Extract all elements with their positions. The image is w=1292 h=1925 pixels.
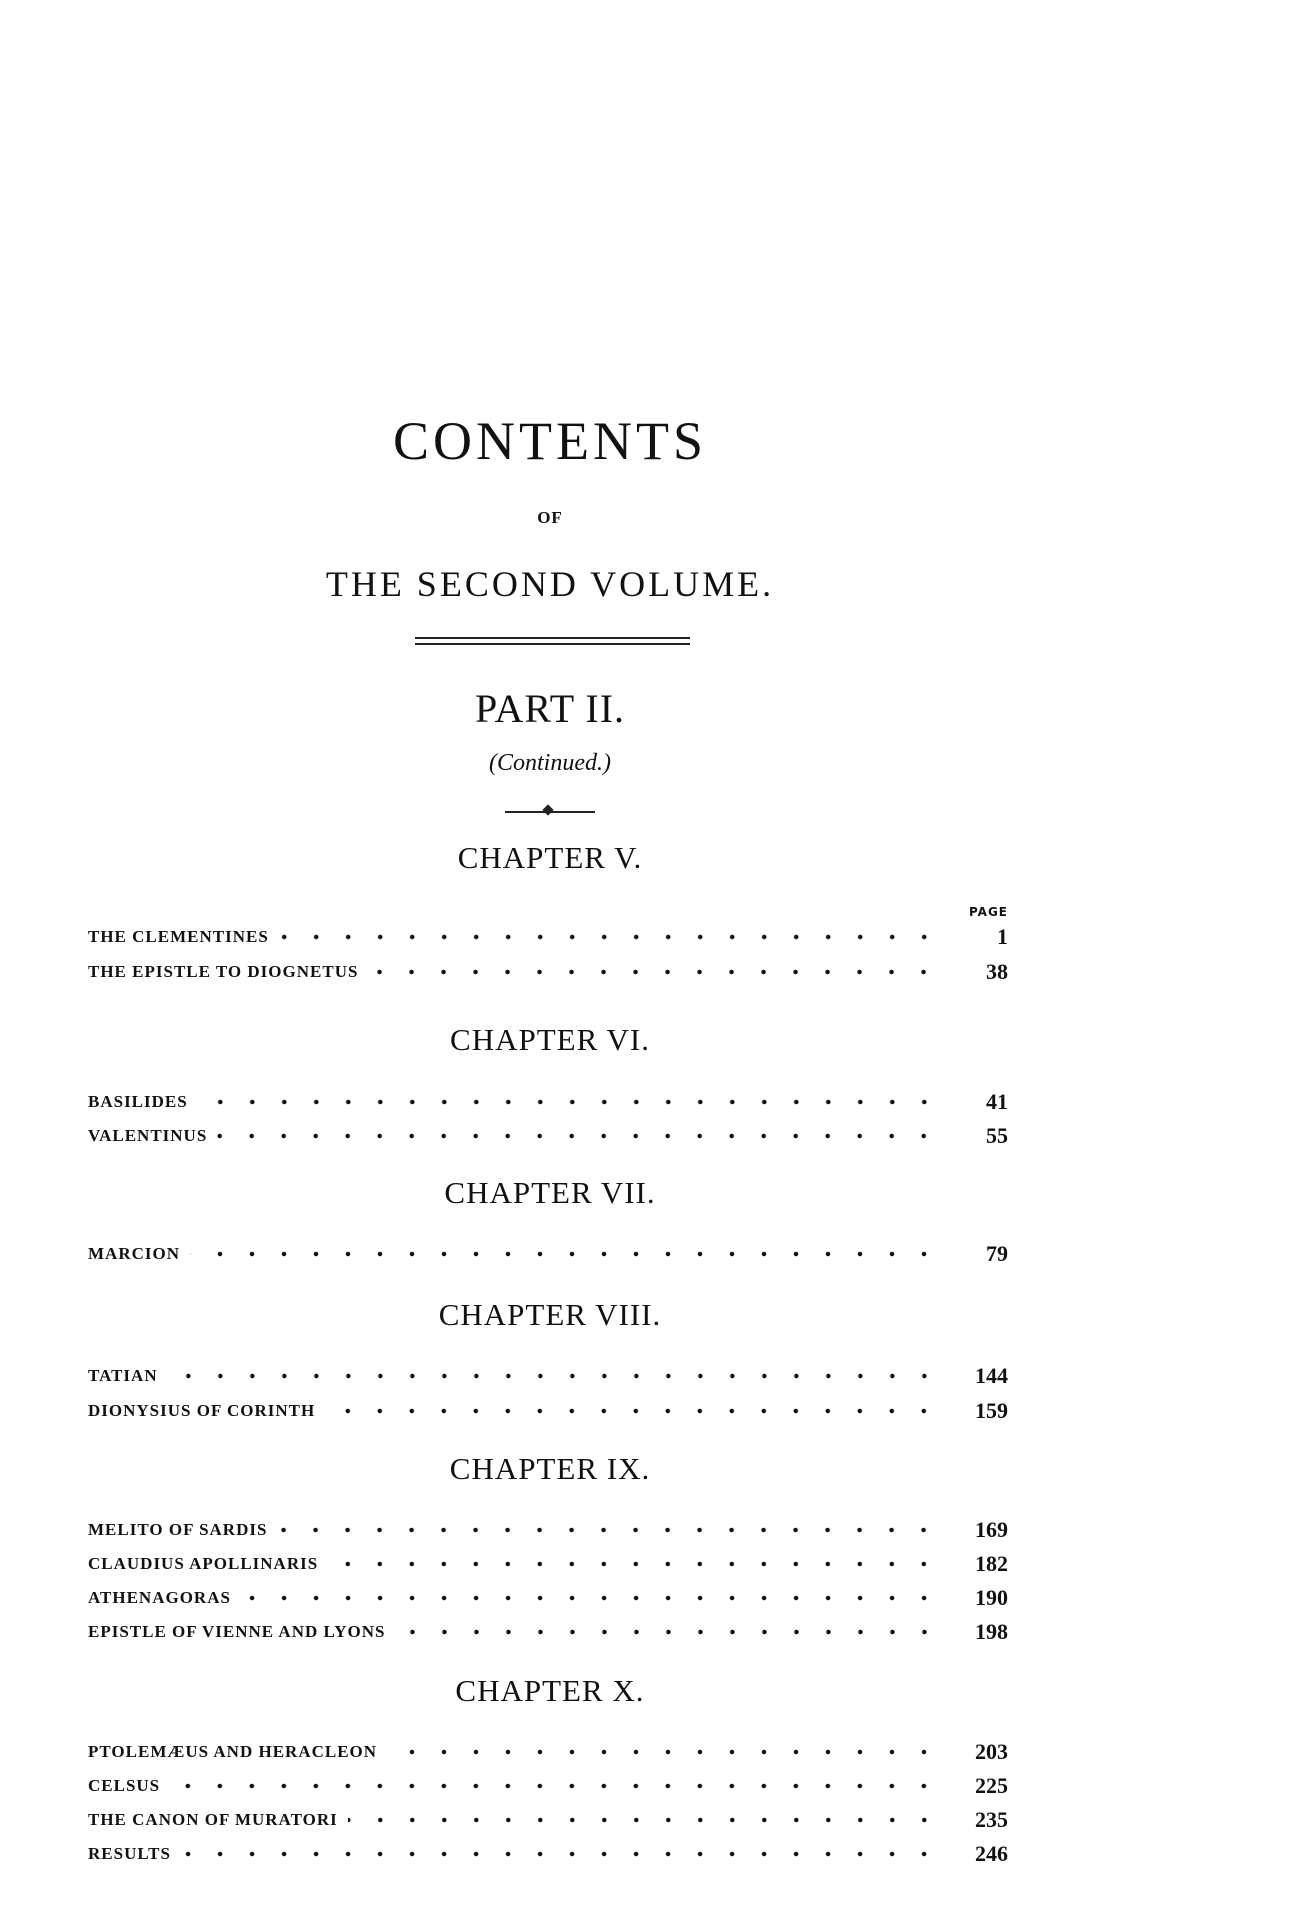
dot-leader [241, 1595, 940, 1601]
toc-entry[interactable] [88, 1237, 1008, 1271]
dot-leader [328, 1561, 940, 1567]
toc-entry[interactable] [88, 1394, 1008, 1428]
chapter-heading: CHAPTER X. [455, 1673, 645, 1708]
entry-title: THE EPISTLE TO DIOGNETUS [88, 962, 359, 981]
toc-entry[interactable] [88, 1513, 1008, 1547]
page-column-label: PAGE [968, 905, 1008, 919]
entry-title: RESULTS [88, 1844, 171, 1863]
toc-entry[interactable] [88, 955, 1008, 989]
toc-entry[interactable] [88, 1769, 1008, 1803]
dot-leader [277, 1527, 940, 1533]
dot-leader [368, 969, 940, 975]
double-rule-divider [415, 637, 690, 645]
chapter-heading: CHAPTER VII. [444, 1175, 656, 1210]
toc-entry[interactable] [88, 1359, 1008, 1393]
dot-leader [190, 1251, 940, 1257]
dot-leader [168, 1373, 940, 1379]
dot-leader [279, 934, 940, 940]
volume-subtitle: THE SECOND VOLUME. [325, 564, 775, 604]
toc-entry[interactable] [88, 1615, 1008, 1649]
entry-title: THE CLEMENTINES [88, 927, 269, 946]
chapter-heading: CHAPTER V. [457, 840, 643, 875]
dot-leader [170, 1783, 940, 1789]
entry-title: MARCION [88, 1244, 180, 1263]
entry-page-number: 225 [975, 1773, 1008, 1798]
entry-title: BASILIDES [88, 1092, 188, 1111]
entry-page-number: 38 [986, 959, 1008, 984]
part-heading: PART II. [474, 686, 626, 731]
chapter-heading: CHAPTER VI. [450, 1022, 650, 1057]
chapter-heading: CHAPTER IX. [449, 1451, 651, 1486]
diamond-ornament-icon [505, 811, 595, 817]
page-title: CONTENTS [393, 411, 707, 471]
toc-entry[interactable] [88, 1837, 1008, 1871]
title-connector: OF [537, 508, 563, 527]
entry-title: PTOLEMÆUS AND HERACLEON [88, 1742, 378, 1761]
entry-title: CLAUDIUS APOLLINARIS [88, 1554, 319, 1573]
entry-page-number: 169 [975, 1517, 1008, 1542]
entry-title: THE CANON OF MURATORI [88, 1810, 338, 1829]
entry-page-number: 198 [975, 1619, 1008, 1644]
part-note: (Continued.) [489, 750, 611, 776]
entry-title: DIONYSIUS OF CORINTH [88, 1401, 316, 1420]
entry-title: CELSUS [88, 1776, 161, 1795]
entry-page-number: 203 [975, 1739, 1008, 1764]
toc-entry[interactable] [88, 1735, 1008, 1769]
dot-leader [396, 1629, 940, 1635]
entry-page-number: 235 [975, 1807, 1008, 1832]
toc-entry[interactable] [88, 1547, 1008, 1581]
dot-leader [387, 1749, 940, 1755]
dot-leader [198, 1099, 940, 1105]
entry-title: VALENTINUS [88, 1126, 208, 1145]
entry-title: TATIAN [88, 1366, 158, 1385]
dot-leader [325, 1408, 940, 1414]
entry-page-number: 41 [986, 1089, 1008, 1114]
dot-leader [217, 1133, 940, 1139]
toc-entry[interactable] [88, 1085, 1008, 1119]
entry-page-number: 190 [975, 1585, 1008, 1610]
toc-entry[interactable] [88, 1803, 1008, 1837]
toc-entry[interactable] [88, 1581, 1008, 1615]
toc-entry[interactable] [88, 1119, 1008, 1153]
entry-page-number: 159 [975, 1398, 1008, 1423]
entry-page-number: 79 [986, 1241, 1008, 1266]
entry-page-number: 55 [986, 1123, 1008, 1148]
toc-entry[interactable] [88, 920, 1008, 954]
entry-title: MELITO OF SARDIS [88, 1520, 268, 1539]
entry-page-number: 1 [997, 924, 1008, 949]
chapter-heading: CHAPTER VIII. [438, 1297, 662, 1332]
entry-page-number: 144 [975, 1363, 1008, 1388]
entry-page-number: 182 [975, 1551, 1008, 1576]
entry-title: EPISTLE OF VIENNE AND LYONS [88, 1622, 386, 1641]
dot-leader [181, 1851, 940, 1857]
dot-leader [348, 1817, 940, 1823]
entry-title: ATHENAGORAS [88, 1588, 231, 1607]
entry-page-number: 246 [975, 1841, 1008, 1866]
